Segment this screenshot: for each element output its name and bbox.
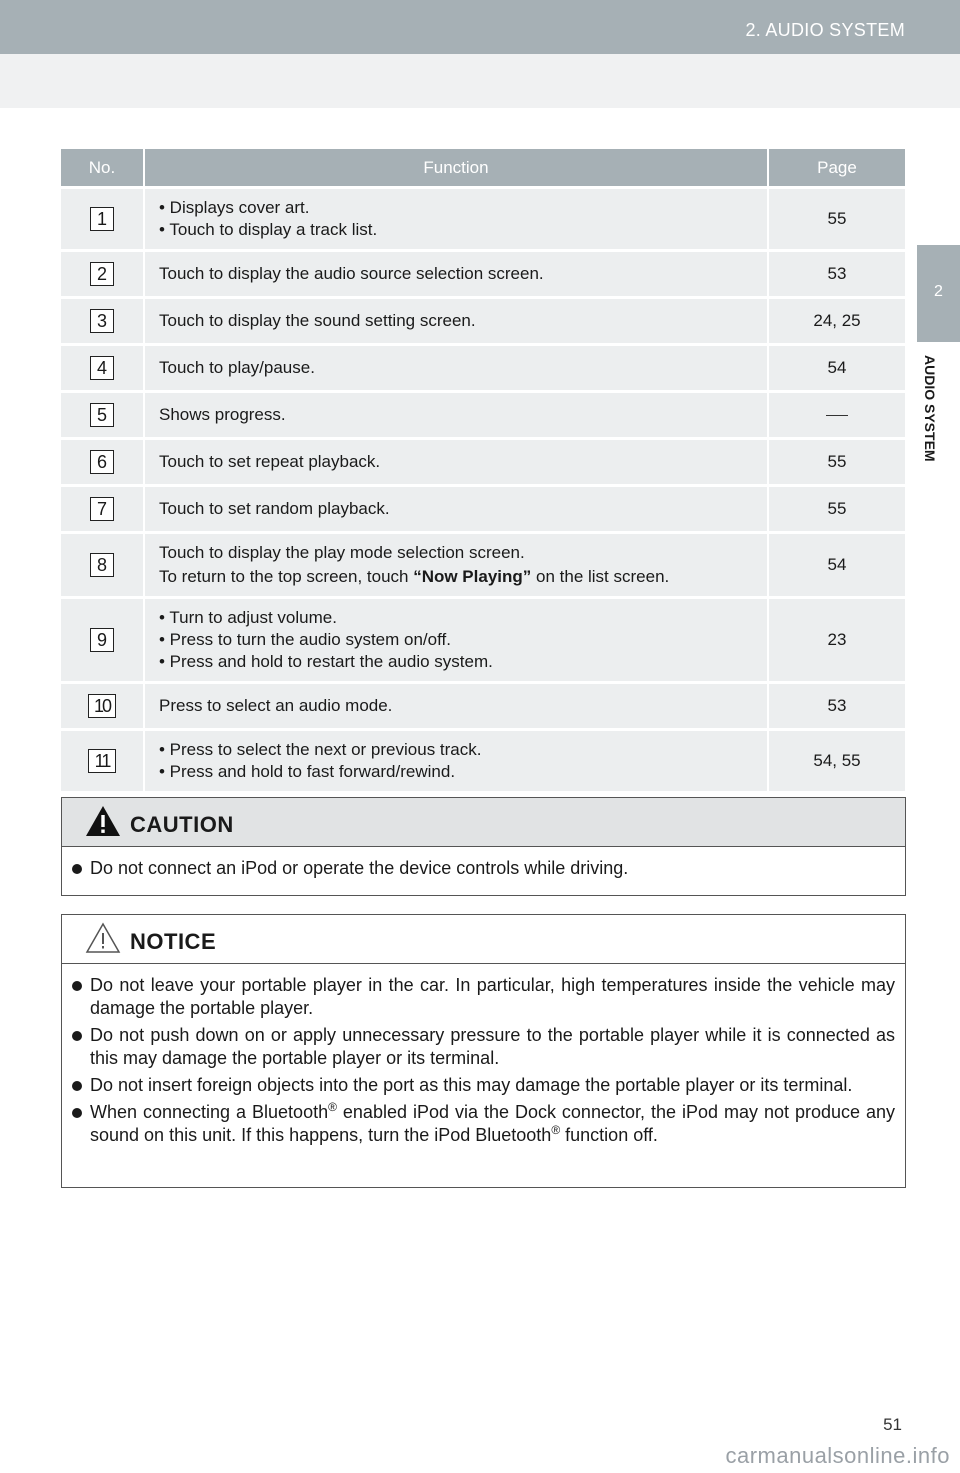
notice-text: Do not insert foreign objects into the port as this may damage the portable player or its terminal. bbox=[90, 1075, 853, 1095]
function-text-part: on the list screen. bbox=[531, 567, 670, 586]
section-title: 2. AUDIO SYSTEM bbox=[745, 20, 905, 40]
function-text: Touch to display the play mode selection screen. bbox=[159, 543, 525, 562]
item-number: 1 bbox=[90, 207, 114, 231]
header-function: Function bbox=[144, 149, 768, 188]
notice-title: NOTICE bbox=[130, 929, 217, 954]
table-row bbox=[61, 683, 905, 730]
table-row bbox=[61, 439, 905, 486]
notice-box bbox=[61, 914, 906, 1188]
no-page-dash bbox=[826, 415, 848, 416]
table-row bbox=[61, 392, 905, 439]
chapter-number: 2 bbox=[934, 283, 943, 300]
page-ref: 54 bbox=[768, 533, 905, 598]
function-text: Touch to set repeat playback. bbox=[159, 452, 381, 471]
chapter-tab bbox=[917, 245, 960, 342]
notice-item bbox=[72, 1101, 895, 1147]
notice-text-part: function off. bbox=[560, 1125, 658, 1145]
item-number: 8 bbox=[90, 553, 114, 577]
function-text: • Press to select the next or previous track. bbox=[159, 740, 482, 759]
now-playing-label: “Now Playing” bbox=[413, 567, 532, 586]
function-text: Touch to display the sound setting screen. bbox=[159, 311, 476, 330]
function-text: Press to select an audio mode. bbox=[159, 696, 393, 715]
page-ref: 54 bbox=[768, 345, 905, 392]
watermark: carmanualsonline.info bbox=[725, 1443, 950, 1468]
page-ref: 24, 25 bbox=[768, 298, 905, 345]
header-band bbox=[0, 54, 960, 108]
registered-mark: ® bbox=[551, 1123, 561, 1137]
item-number: 2 bbox=[90, 262, 114, 286]
table-row bbox=[61, 298, 905, 345]
caution-item bbox=[72, 857, 895, 880]
notice-header bbox=[62, 915, 905, 964]
chapter-label-text: AUDIO SYSTEM bbox=[922, 355, 938, 462]
notice-item bbox=[72, 1024, 895, 1070]
registered-mark: ® bbox=[328, 1100, 337, 1114]
notice-text-part: enabled iPod via the Dock connector, the iPod may not produce any sound on this unit. If this happens, turn the iPod Bluetooth bbox=[90, 1102, 895, 1145]
page-number: 51 bbox=[883, 1415, 902, 1434]
bullet-icon bbox=[72, 1108, 82, 1118]
notice-item bbox=[72, 974, 895, 1020]
function-text: Shows progress. bbox=[159, 405, 286, 424]
caution-header bbox=[62, 798, 905, 847]
item-number: 5 bbox=[90, 403, 114, 427]
item-number: 10 bbox=[88, 694, 116, 718]
caution-box bbox=[61, 797, 906, 896]
page-ref: 53 bbox=[768, 683, 905, 730]
function-text: Touch to play/pause. bbox=[159, 358, 315, 377]
header-bar bbox=[0, 0, 960, 54]
item-number: 3 bbox=[90, 309, 114, 333]
bullet-icon bbox=[72, 1031, 82, 1041]
caution-text: Do not connect an iPod or operate the device controls while driving. bbox=[90, 858, 629, 878]
function-text: Touch to display the audio source selection screen. bbox=[159, 264, 544, 283]
page-ref: 55 bbox=[768, 439, 905, 486]
bullet-icon bbox=[72, 1081, 82, 1091]
table-row bbox=[61, 345, 905, 392]
table-row bbox=[61, 486, 905, 533]
function-text: • Turn to adjust volume. bbox=[159, 608, 337, 627]
caution-title: CAUTION bbox=[130, 812, 234, 837]
item-number: 7 bbox=[90, 497, 114, 521]
bullet-icon bbox=[72, 981, 82, 991]
function-text-part: To return to the top screen, touch bbox=[159, 567, 414, 586]
notice-text-part: When connecting a Bluetooth bbox=[90, 1102, 329, 1122]
notice-text: Do not leave your portable player in the car. In particular, high temperatures inside the vehicle may damage the portable player. bbox=[90, 975, 895, 1018]
table-row bbox=[61, 730, 905, 792]
bullet-icon bbox=[72, 864, 82, 874]
notice-text: Do not push down on or apply unnecessary pressure to the portable player while it is connected as this may damage the portable player or its terminal. bbox=[90, 1025, 895, 1068]
function-text: Touch to set random playback. bbox=[159, 499, 390, 518]
function-text: • Displays cover art. bbox=[159, 198, 310, 217]
function-text: • Press and hold to restart the audio system. bbox=[159, 652, 493, 671]
item-number: 4 bbox=[90, 356, 114, 380]
function-text bbox=[159, 566, 757, 588]
page-ref: 53 bbox=[768, 251, 905, 298]
warning-icon bbox=[84, 804, 122, 838]
page-ref: 54, 55 bbox=[768, 730, 905, 792]
chapter-label bbox=[915, 355, 945, 505]
function-text: • Press and hold to fast forward/rewind. bbox=[159, 762, 456, 781]
header-page: Page bbox=[768, 149, 905, 188]
function-text: • Press to turn the audio system on/off. bbox=[159, 630, 451, 649]
notice-item bbox=[72, 1074, 895, 1097]
notice-warning-icon bbox=[84, 921, 122, 955]
notice-text bbox=[90, 1102, 895, 1145]
table-row bbox=[61, 251, 905, 298]
page-ref: 55 bbox=[768, 188, 905, 251]
header-no: No. bbox=[61, 149, 144, 188]
table-row bbox=[61, 188, 905, 251]
item-number: 9 bbox=[90, 628, 114, 652]
table-header-row bbox=[61, 149, 905, 188]
table-row bbox=[61, 533, 905, 598]
page-ref: 55 bbox=[768, 486, 905, 533]
function-text: • Touch to display a track list. bbox=[159, 220, 378, 239]
item-number: 6 bbox=[90, 450, 114, 474]
table-row bbox=[61, 598, 905, 683]
page-ref: 23 bbox=[768, 598, 905, 683]
page-ref bbox=[768, 392, 905, 439]
item-number: 11 bbox=[88, 749, 116, 773]
function-table bbox=[61, 149, 905, 791]
